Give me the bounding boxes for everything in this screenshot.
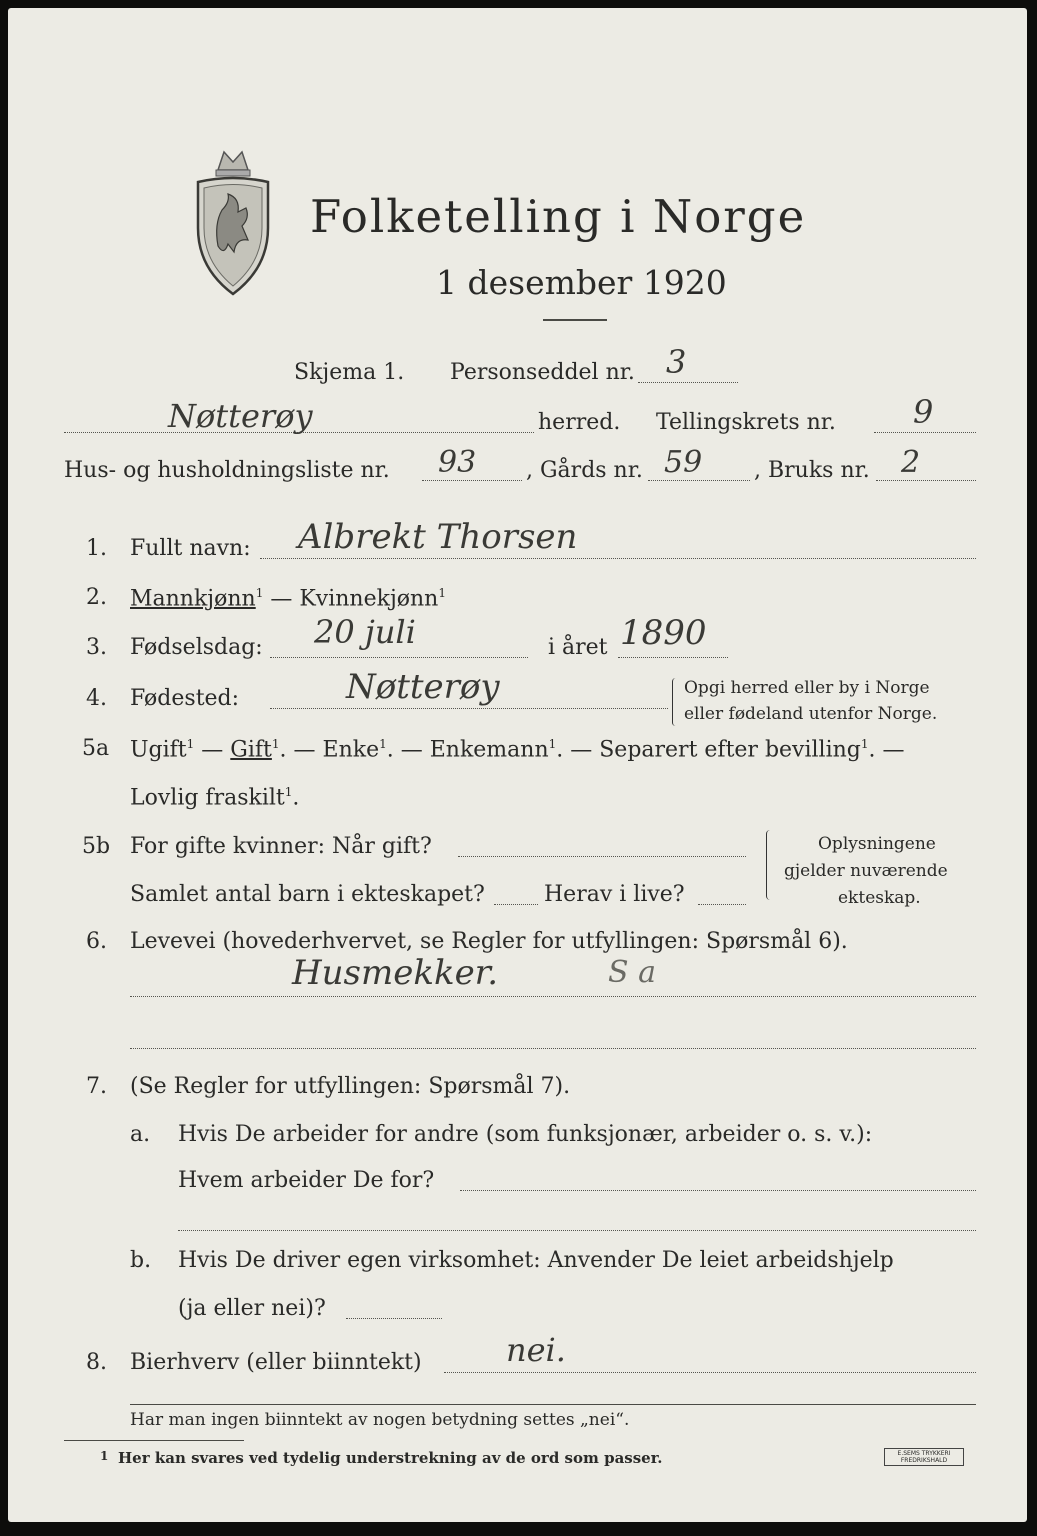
q1-line [260, 558, 976, 559]
census-date: 1 desember 1920 [436, 263, 727, 302]
q4-value: Nøtterøy [346, 667, 500, 707]
q3-year-label: i året [548, 635, 608, 660]
tellingskrets-value: 9 [913, 393, 934, 431]
gards-value: 59 [664, 445, 703, 480]
q6-value: Husmekker. [292, 953, 499, 993]
personseddel-line [638, 382, 738, 383]
herred-label: herred. [538, 410, 621, 435]
q2-number: 2. [86, 585, 107, 610]
q5b-note1: Oplysningene [818, 834, 936, 854]
q6-line2 [130, 1048, 976, 1049]
q7b-number: b. [130, 1248, 152, 1273]
note-rule [130, 1404, 976, 1405]
q3-number: 3. [86, 635, 107, 660]
q7a-line2 [178, 1230, 976, 1231]
q5a-line2: Lovlig fraskilt$^1$. [130, 785, 300, 811]
q1-label: Fullt navn: [130, 536, 251, 561]
hus-label: Hus- og husholdningsliste nr. [64, 458, 390, 483]
coat-of-arms-icon [188, 148, 278, 298]
q1-number: 1. [86, 536, 107, 561]
q5b-label1: For gifte kvinner: Når gift? [130, 834, 432, 859]
q7b-label: Hvis De driver egen virksomhet: Anvender De leiet arbeidshjelp [178, 1248, 894, 1273]
q7a-line1 [460, 1190, 976, 1191]
bruks-line [876, 480, 976, 481]
q5b-line1 [458, 856, 746, 857]
q4-number: 4. [86, 686, 107, 711]
q5a-options: Ugift$^1$ — Gift$^1$. — Enke$^1$. — Enkemann$^1$. — Separert efter bevilling$^1$. — [130, 737, 905, 763]
bruks-value: 2 [901, 445, 921, 480]
footnote-rule [64, 1440, 244, 1441]
footnote: Her kan svares ved tydelig understrekning av de ord som passer. [118, 1449, 663, 1467]
q4-brace [672, 678, 679, 726]
q4-line [270, 708, 668, 709]
q5b-brace [766, 830, 774, 900]
q5a-number: 5a [82, 736, 110, 761]
q6-number: 6. [86, 929, 107, 954]
q5b-line3 [698, 904, 746, 905]
q1-value: Albrekt Thorsen [298, 517, 578, 557]
q5b-note2: gjelder nuværende [784, 861, 948, 881]
q5b-line2 [494, 904, 538, 905]
q7a-number: a. [130, 1122, 151, 1147]
skjema-label: Skjema 1. [294, 360, 405, 385]
gards-line [648, 480, 750, 481]
q5b-label3: Herav i live? [544, 882, 685, 907]
q8-value: nei. [506, 1331, 566, 1369]
q7-number: 7. [86, 1074, 107, 1099]
q6-code: S a [608, 955, 656, 990]
q7b-label2: (ja eller nei)? [178, 1296, 326, 1321]
q5b-label2: Samlet antal barn i ekteskapet? [130, 882, 485, 907]
q3-year-value: 1890 [620, 613, 707, 653]
title-rule [543, 319, 607, 321]
q4-note-line2: eller fødeland utenfor Norge. [684, 704, 938, 724]
q7b-line [346, 1318, 442, 1319]
hus-value: 93 [438, 445, 477, 480]
q3-label: Fødselsdag: [130, 635, 263, 660]
q7-label: (Se Regler for utfyllingen: Spørsmål 7). [130, 1074, 571, 1099]
q8-label: Bierhverv (eller biinntekt) [130, 1350, 422, 1375]
q4-label: Fødested: [130, 686, 240, 711]
q2-male-option: Mannkjønn [130, 586, 256, 612]
q6-label: Levevei (hovederhvervet, se Regler for utfyllingen: Spørsmål 6). [130, 929, 848, 954]
q5b-number: 5b [82, 834, 111, 859]
q3-line [270, 657, 528, 658]
tellingskrets-line [874, 432, 976, 433]
gards-label: , Gårds nr. [526, 458, 643, 483]
q5a-ugift: Ugift [130, 737, 187, 763]
note: Har man ingen biinntekt av nogen betydning settes „nei“. [130, 1410, 630, 1430]
q2-options: Mannkjønn$^1$ — Kvinnekjønn$^1$ [130, 586, 446, 612]
personseddel-value: 3 [666, 343, 687, 381]
q6-line1 [130, 996, 976, 997]
q5a-gift: Gift [230, 737, 272, 763]
form-title: Folketelling i Norge [310, 190, 807, 243]
tellingskrets-label: Tellingskrets nr. [656, 410, 836, 435]
q4-note-line1: Opgi herred eller by i Norge [684, 678, 930, 698]
printer-stamp: E.SEMS TRYKKERI FREDRIKSHALD [884, 1448, 964, 1466]
q3-value: 20 juli [314, 613, 416, 651]
q7a-label2: Hvem arbeider De for? [178, 1168, 435, 1193]
q8-number: 8. [86, 1350, 107, 1375]
q5b-note3: ekteskap. [838, 888, 921, 908]
q3-year-line [618, 657, 728, 658]
q8-line [444, 1372, 976, 1373]
hus-line [422, 480, 522, 481]
q7a-label: Hvis De arbeider for andre (som funksjonær, arbeider o. s. v.): [178, 1122, 873, 1147]
q2-female-option: Kvinnekjønn [299, 586, 439, 612]
census-form [8, 8, 1027, 1522]
footnote-number: 1 [100, 1449, 109, 1463]
herred-value: Nøtterøy [168, 397, 313, 435]
personseddel-label: Personseddel nr. [450, 360, 635, 385]
bruks-label: , Bruks nr. [754, 458, 870, 483]
